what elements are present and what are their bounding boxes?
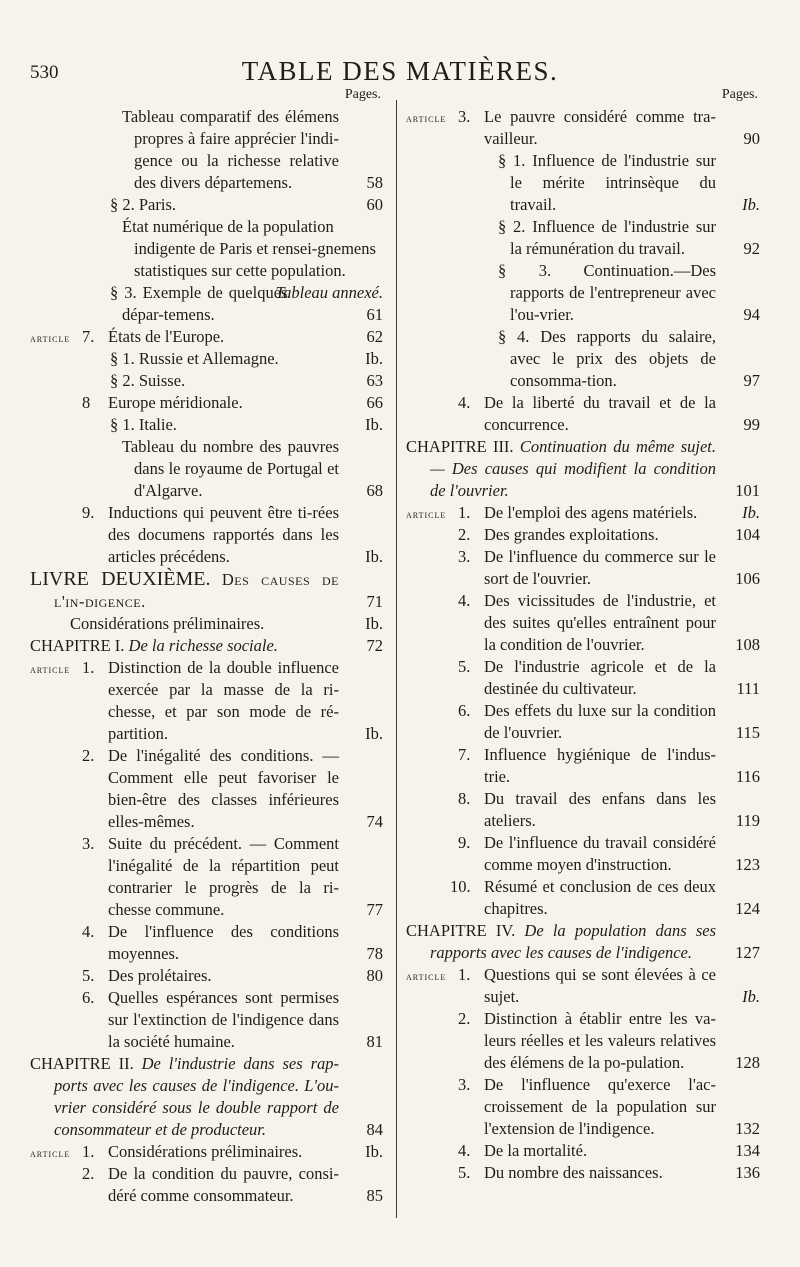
book-heading: LIVRE DEUXIÈME. Des causes de l'in-digence. 71 xyxy=(30,568,383,611)
toc-article: article 1. De l'emploi des agens matériels. Ib. xyxy=(406,503,760,522)
toc-article: 2. De l'inégalité des conditions. — Comment elle peut favoriser le bien-être des classes inférieures elles-mêmes. 74 xyxy=(82,746,383,831)
toc-article: 4. De la mortalité. 134 xyxy=(458,1141,760,1160)
toc-entry: § 1. Influence de l'industrie sur le mérite intrinsèque du travail. Ib. xyxy=(498,151,760,214)
toc-article: 3. De l'influence qu'exerce l'ac-croissement de la population sur l'extension de l'indigence. 132 xyxy=(458,1075,760,1138)
toc-article: article 3. Le pauvre considéré comme tra-vailleur. 90 xyxy=(406,107,760,148)
column-divider xyxy=(396,100,397,1218)
toc-entry: § 3. Continuation.—Des rapports de l'entrepreneur avec l'ou-vrier. 94 xyxy=(498,261,760,324)
toc-article: article 1. Distinction de la double influence exercée par la masse de la ri-chesse, et par son mode de ré-partition. Ib. xyxy=(30,658,383,743)
pages-label: Pages. xyxy=(721,87,758,102)
left-column xyxy=(30,84,385,1207)
toc-article: 4. De la liberté du travail et de la concurrence. 99 xyxy=(458,393,760,434)
toc-entry: Tableau du nombre des pauvres dans le royaume de Portugal et d'Algarve. 68 xyxy=(122,437,383,500)
toc-entry: § 2. Paris. 60 xyxy=(110,195,383,214)
toc-article: article 1. Questions qui se sont élevées à ce sujet. Ib. xyxy=(406,965,760,1006)
toc-article: 6. Des effets du luxe sur la condition de l'ouvrier. 115 xyxy=(458,701,760,742)
running-title: TABLE DES MATIÈRES. xyxy=(241,56,559,86)
toc-article: 8 Europe méridionale. 66 xyxy=(82,393,383,412)
toc-entry: § 1. Russie et Allemagne. Ib. xyxy=(110,349,383,368)
toc-article: 2. De la condition du pauvre, consi-déré comme consommateur. 85 xyxy=(82,1164,383,1205)
toc-article: 2. Des grandes exploitations. 104 xyxy=(458,525,760,544)
toc-article: 9. Inductions qui peuvent être ti-rées des documens rapportés dans les articles précédens. Ib. xyxy=(82,503,383,566)
toc-entry: § 3. Exemple de quelques dépar-temens. 61 xyxy=(110,283,383,324)
toc-entry: § 4. Des rapports du salaire, avec le prix des objets de consomma-tion. 97 xyxy=(498,327,760,390)
toc-article: 5. Des prolétaires. 80 xyxy=(82,966,383,985)
chapter-heading: CHAPITRE II. De l'industrie dans ses rap-ports avec les causes de l'indigence. L'ou-vrier considéré sous le double rapport de consommateur et de producteur. 84 xyxy=(30,1054,383,1139)
toc-entry: Tableau comparatif des élémens propres à faire apprécier l'indi-gence ou la richesse relative des divers départemens. 58 xyxy=(122,107,383,192)
toc-entry: § 2. Influence de l'industrie sur la rémunération du travail. 92 xyxy=(498,217,760,258)
toc-entry: § 2. Suisse. 63 xyxy=(110,371,383,390)
toc-entry: § 1. Italie. Ib. xyxy=(110,415,383,434)
toc-article: article 1. Considérations préliminaires. Ib. xyxy=(30,1142,383,1161)
page-number: 530 xyxy=(30,62,59,83)
chapter-heading: CHAPITRE IV. De la population dans ses rapports avec les causes de l'indigence. 127 xyxy=(406,921,760,962)
toc-article: 3. Suite du précédent. — Comment l'inégalité de la répartition peut contrarier le progrès de la ri-chesse commune. 77 xyxy=(82,834,383,919)
toc-article: 9. De l'influence du travail considéré comme moyen d'instruction. 123 xyxy=(458,833,760,874)
toc-article: 7. Influence hygiénique de l'indus-trie. 116 xyxy=(458,745,760,786)
toc-article: 3. De l'influence du commerce sur le sort de l'ouvrier. 106 xyxy=(458,547,760,588)
toc-article: 5. De l'industrie agricole et de la destinée du cultivateur. 111 xyxy=(458,657,760,698)
toc-article: 6. Quelles espérances sont permises sur l'extinction de l'indigence dans la société humaine. 81 xyxy=(82,988,383,1051)
toc-article: 4. De l'influence des conditions moyennes. 78 xyxy=(82,922,383,963)
chapter-heading: CHAPITRE I. De la richesse sociale. 72 xyxy=(30,636,383,655)
toc-article: 5. Du nombre des naissances. 136 xyxy=(458,1163,760,1182)
pages-label: Pages. xyxy=(344,87,381,102)
toc-article: 2. Distinction à établir entre les va-leurs réelles et les valeurs relatives des élémens de la po-pulation. 128 xyxy=(458,1009,760,1072)
toc-entry: État numérique de la population indigente de Paris et rensei-gnemens statistiques sur cette population. Tableau annexé. xyxy=(122,217,383,302)
toc-article: 8. Du travail des enfans dans les ateliers. 119 xyxy=(458,789,760,830)
toc-entry: Considérations préliminaires. Ib. xyxy=(70,614,383,633)
toc-article: article 7. États de l'Europe. 62 xyxy=(30,327,383,346)
right-column xyxy=(406,84,762,1184)
toc-article: 4. Des vicissitudes de l'industrie, et des suites qu'elles entraînent pour la condition de l'ouvrier. 108 xyxy=(458,591,760,654)
chapter-heading: CHAPITRE III. Continuation du même sujet. — Des causes qui modifient la condition de l'ouvrier. 101 xyxy=(406,437,760,500)
toc-article: 10. Résumé et conclusion de ces deux chapitres. 124 xyxy=(450,877,760,918)
